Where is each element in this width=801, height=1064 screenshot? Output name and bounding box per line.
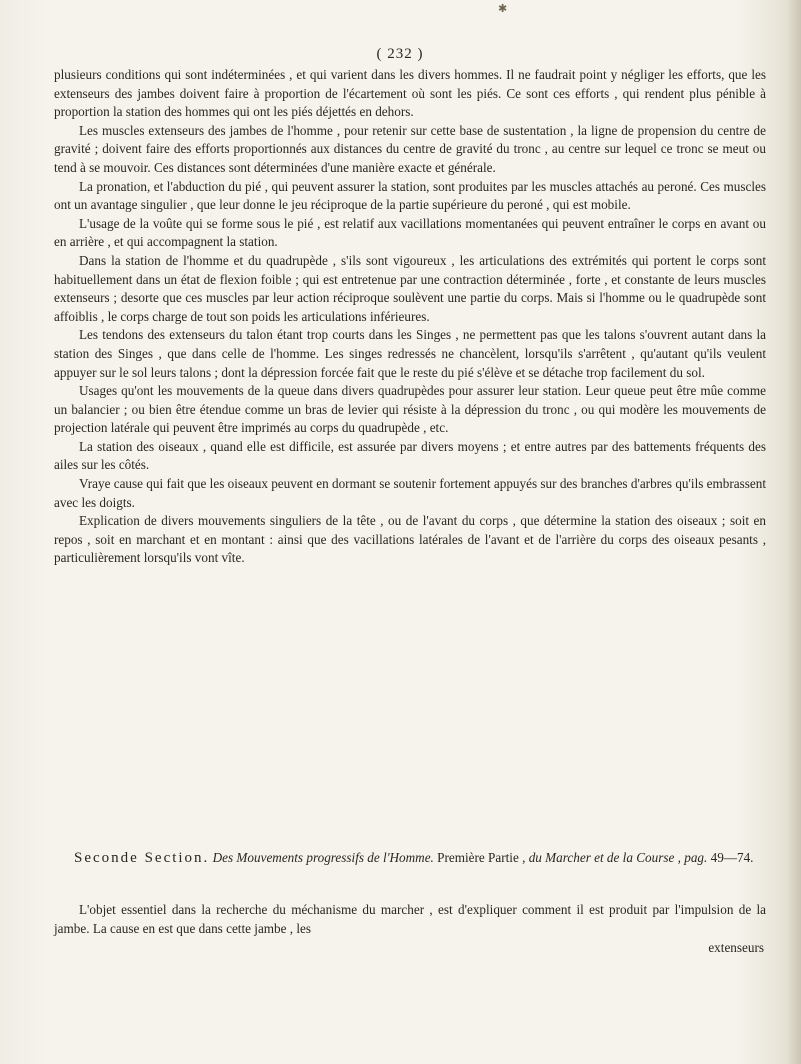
- printer-mark: ✱: [498, 3, 508, 15]
- paragraph: Les muscles extenseurs des jambes de l'homme , pour retenir sur cette base de sustentation , la ligne de propension du centre de gravité ; doivent faire des efforts proportionnés aux distances du centre de gravité du tronc , au centre sur lequel ce tronc se meut ou tend à se mouvoir. Ces distances sont déterminées d'une manière exacte et générale.: [54, 122, 766, 175]
- paragraph: L'usage de la voûte qui se forme sous le pié , est relatif aux vacillations momentanées qui peuvent entraîner le corps en avant ou en arrière , et qui accompagnent la station.: [54, 215, 766, 250]
- paragraph: La station des oiseaux , quand elle est difficile, est assurée par divers moyens ; et entre autres par des battements fréquents des ailes sur les côtés.: [54, 438, 766, 473]
- paragraph: Dans la station de l'homme et du quadrupède , s'ils sont vigoureux , les articulations des extrémités qui portent le corps sont habituellement dans un état de flexion foible ; qui est entretenue par une contraction déterminée , forte , et constante de leurs muscles extenseurs ; desorte que ces muscles par leur action réciproque soulèvent une partie du corps. Mais si l'homme ou le quadrupède sont affoiblis , le corps charge de tout son poids les articulations inférieures.: [54, 252, 766, 324]
- section-body: [54, 901, 766, 938]
- page-edge-shadow: [787, 0, 801, 1064]
- paragraph: Usages qu'ont les mouvements de la queue dans divers quadrupèdes pour assurer leur station. Leur queue peut être mûe comme un balancier ; ou bien être étendue comme un bras de levier qui résiste à la dépression du tronc , ou qui modère les mouvements de projection latérale qui peuvent être imprimés au corps du quadrupède , etc.: [54, 383, 766, 436]
- section-part: Première Partie ,: [433, 850, 526, 865]
- paragraph: Les tendons des extenseurs du talon étant trop courts dans les Singes , ne permettent pas que les talons s'ouvrent autant dans la station des Singes , que dans celle de l'homme. Les singes redressés ne chancèlent, lorsqu'ils s'arrêtent , qu'autant qu'ils veulent appuyer sur le sol leurs talons ; dont la dépression forcée fait que le reste du pié s'élève et se détache trop facilement du sol.: [54, 327, 766, 380]
- paragraph: plusieurs conditions qui sont indéterminées , et qui varient dans les divers hommes. Il ne faudrait point y négliger les efforts, que les extenseurs des jambes doivent faire à proportion de l'écartement où sont les piés. Ce sont ces efforts , qui rendent plus pénible à proportion la station des hommes qui ont les piés déjettés en dehors.: [54, 67, 766, 120]
- section-label: Seconde Section.: [74, 850, 210, 866]
- paragraph: Explication de divers mouvements singuliers de la tête , ou de l'avant du corps , que détermine la station des oiseaux ; soit en repos , soit en marchant et en montant : ainsi que des vacillations latérales de l'avant et de l'arrière du corps des oiseaux pesants , particulièrement lorsqu'ils vont vîte.: [54, 513, 766, 566]
- section-title: Des Mouvements progressifs de l'Homme.: [212, 850, 434, 865]
- paragraph: Vraye cause qui fait que les oiseaux peuvent en dormant se soutenir fortement appuyés sur des branches d'arbres qu'ils embrassent avec les doigts.: [54, 476, 766, 510]
- section-heading: [54, 849, 766, 868]
- paragraph: L'objet essentiel dans la recherche du méchanisme du marcher , est d'expliquer comment il est produit par l'impulsion de la jambe. La cause en est que dans cette jambe , les: [54, 902, 766, 936]
- paragraph: La pronation, et l'abduction du pié , qui peuvent assurer la station, sont produites par les muscles attachés au peroné. Ces muscles ont un avantage singulier , que leur donne le jeu réciproque de la partie supérieure du peroné , qui est mobile.: [54, 178, 766, 213]
- body-text: [54, 66, 766, 568]
- section-subtitle: du Marcher et de la Course , pag.: [528, 850, 708, 865]
- page-number: ( 232 ): [376, 46, 424, 62]
- catchword: extenseurs: [708, 940, 764, 955]
- section-pages: 49—74.: [707, 850, 754, 865]
